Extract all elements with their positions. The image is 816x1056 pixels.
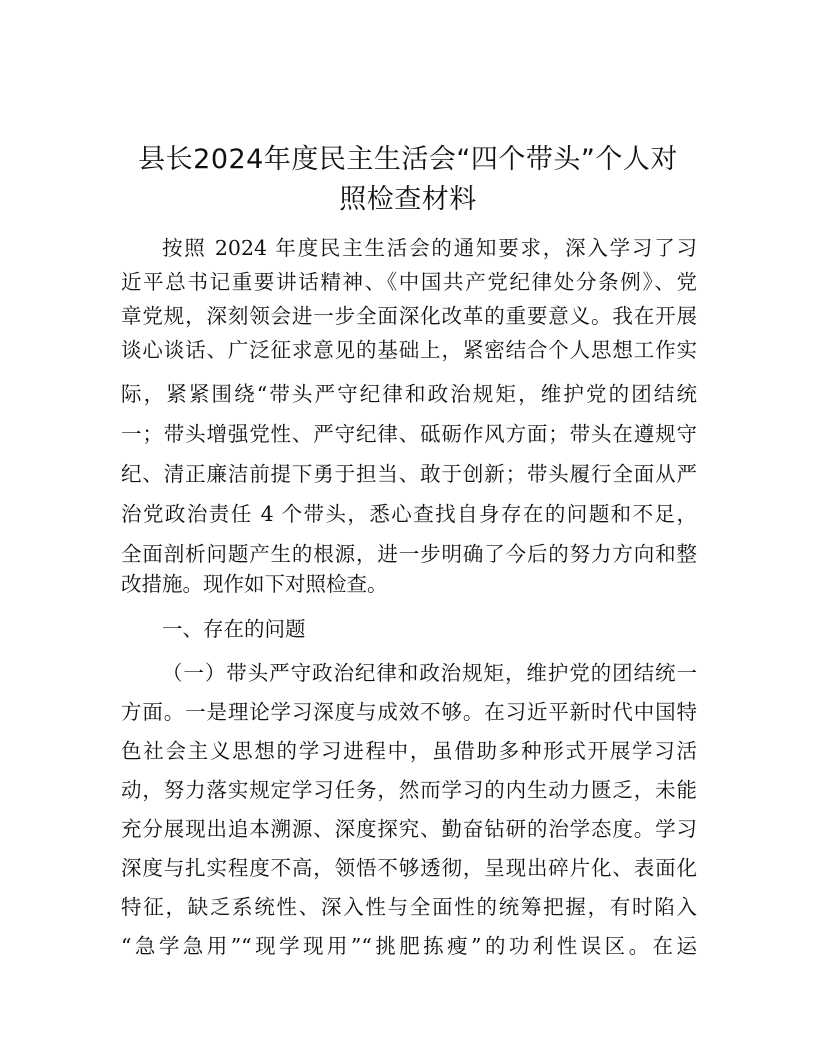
paragraph-line: 一；带头增强党性、严守纪律、砥砺作风方面；带头在遵规守 — [121, 422, 697, 446]
document-title-line-2: 照检查材料 — [339, 184, 477, 215]
paragraph-line: 动，努力落实规定学习任务，然而学习的内生动力匮乏，未能 — [121, 778, 697, 802]
paragraph-line: 色社会主义思想的学习进程中，虽借助多种形式开展学习活 — [121, 739, 697, 763]
paragraph-line: 深度与扎实程度不高，领悟不够透彻，呈现出碎片化、表面化 — [121, 856, 697, 880]
paragraph-line: 近平总书记重要讲话精神、《中国共产党纪律处分条例》、党 — [121, 270, 697, 294]
section-heading: 一、存在的问题 — [162, 617, 306, 641]
paragraph-line: 按照 2024 年度民主生活会的通知要求，深入学习了习 — [162, 236, 697, 260]
paragraph-line: （一）带头严守政治纪律和政治规矩，维护党的团结统一 — [162, 661, 697, 685]
paragraph-line: 纪、清正廉洁前提下勇于担当、敢于创新；带头履行全面从严 — [121, 462, 697, 486]
paragraph-line: 谈心谈话、广泛征求意见的基础上，紧密结合个人思想工作实 — [121, 338, 697, 362]
paragraph-line: 章党规，深刻领会进一步全面深化改革的重要意义。我在开展 — [121, 304, 697, 328]
paragraph-line: 治党政治责任 4 个带头，悉心查找自身存在的问题和不足， — [121, 502, 697, 526]
paragraph-line: “急学急用”“现学现用”“挑肥拣瘦”的功利性误区。在运 — [121, 934, 697, 958]
paragraph-line: 充分展现出追本溯源、深度探究、勤奋钻研的治学态度。学习 — [121, 817, 697, 841]
paragraph-line: 改措施。现作如下对照检查。 — [121, 572, 388, 596]
paragraph-line: 特征，缺乏系统性、深入性与全面性的统筹把握，有时陷入 — [121, 895, 697, 919]
paragraph-line: 全面剖析问题产生的根源，进一步明确了今后的努力方向和整 — [121, 542, 697, 566]
paragraph-line: 方面。一是理论学习深度与成效不够。在习近平新时代中国特 — [121, 700, 697, 724]
document-title-line-1: 县长2024年度民主生活会“四个带头”个人对 — [138, 144, 678, 175]
paragraph-line: 际，紧紧围绕“带头严守纪律和政治规矩，维护党的团结统 — [121, 382, 697, 406]
